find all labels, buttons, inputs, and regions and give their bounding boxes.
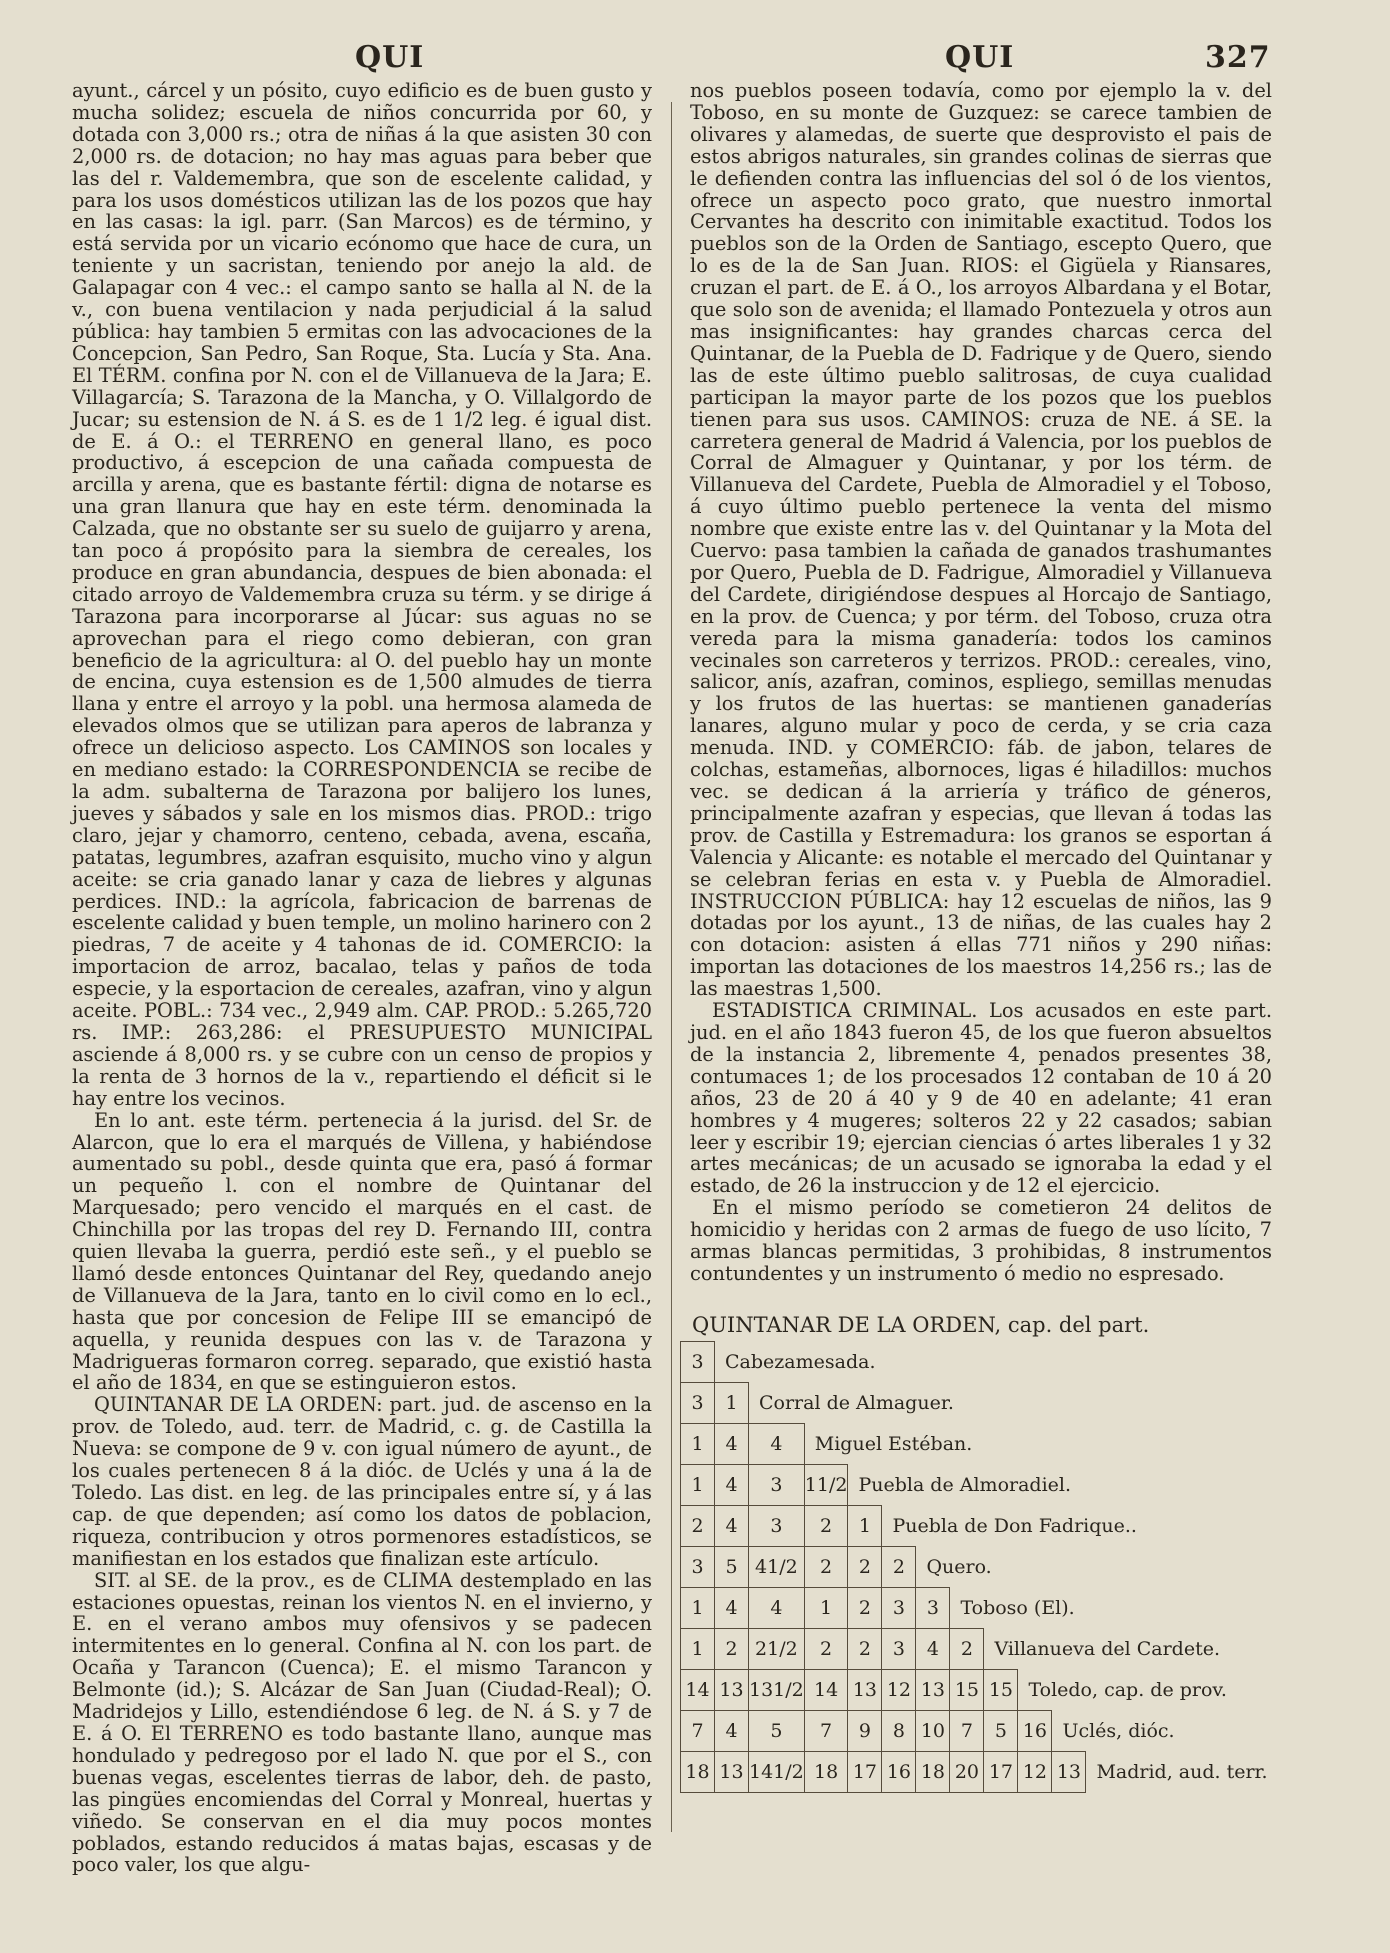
distance-cell: 11/2	[804, 1465, 848, 1506]
table-row	[681, 1588, 1268, 1629]
distance-cell: 3	[749, 1465, 805, 1506]
town-name: Puebla de Don Fadrique..	[882, 1506, 1268, 1547]
distance-cell: 5	[984, 1711, 1018, 1752]
distance-cell: 5	[715, 1547, 749, 1588]
distance-cell: 1	[681, 1629, 715, 1670]
distance-cell: 3	[882, 1629, 916, 1670]
paragraph: QUINTANAR DE LA ORDEN: part. jud. de ascenso en la prov. de Toledo, aud. terr. de Madrid, c. g. de Castilla la Nueva: se compone de 9 v. con igual número de ayunt., de los cuales pertenecen 8 á la dióc. de Uclés y una á la de Toledo. Las dist. en leg. de las principales entre sí, y á las cap. de que dependen; así como los datos de poblacion, riqueza, contribucion y otros pormenores estadísticos, se manifiestan en los estados que finalizan este artículo.	[72, 1393, 652, 1570]
distance-cell: 1	[681, 1424, 715, 1465]
distance-cell: 16	[882, 1752, 916, 1793]
table-row	[681, 1629, 1268, 1670]
distance-cell: 3	[681, 1383, 715, 1424]
distance-cell: 13	[715, 1752, 749, 1793]
distance-cell: 1	[804, 1588, 848, 1629]
distance-cell: 9	[848, 1711, 882, 1752]
paragraph: En el mismo período se cometieron 24 delitos de homicidio y heridas con 2 armas de fuego de uso lícito, 7 armas blancas permitidas, 3 prohibidas, 8 instrumentos contundentes y un instrumento ó medio no espresado.	[690, 1196, 1272, 1285]
distance-cell: 2	[848, 1588, 882, 1629]
table-row	[681, 1383, 1268, 1424]
distance-cell: 3	[916, 1588, 950, 1629]
table-row	[681, 1752, 1268, 1793]
distance-cell: 7	[804, 1711, 848, 1752]
distance-cell: 2	[882, 1547, 916, 1588]
distance-cell: 8	[882, 1711, 916, 1752]
distance-cell: 12	[1018, 1752, 1052, 1793]
distance-cell: 4	[715, 1588, 749, 1629]
running-head-right: QUI	[945, 40, 1015, 75]
town-name: Toboso (El).	[950, 1588, 1268, 1629]
distance-cell: 18	[804, 1752, 848, 1793]
distance-cell: 12	[882, 1670, 916, 1711]
town-name: Villanueva del Cardete.	[984, 1629, 1268, 1670]
distance-cell: 4	[715, 1506, 749, 1547]
table-row	[681, 1670, 1268, 1711]
distance-cell: 4	[749, 1424, 805, 1465]
distance-cell: 13	[715, 1670, 749, 1711]
distance-cell: 1	[681, 1465, 715, 1506]
town-name: Miguel Estéban.	[804, 1424, 1267, 1465]
distance-cell: 3	[681, 1342, 715, 1383]
distance-cell: 7	[950, 1711, 984, 1752]
distance-cell: 3	[681, 1547, 715, 1588]
distance-grid	[680, 1341, 1268, 1793]
left-column	[72, 80, 652, 1876]
distance-cell: 1	[681, 1588, 715, 1629]
distance-cell: 1	[715, 1383, 749, 1424]
distance-cell: 2	[848, 1629, 882, 1670]
distance-cell: 2	[804, 1547, 848, 1588]
distance-cell: 2	[715, 1629, 749, 1670]
table-row	[681, 1465, 1268, 1506]
paragraph: SIT. al SE. de la prov., es de CLIMA destemplado en las estaciones opuestas, reinan los vientos N. en el invierno, y E. en el verano ambos muy ofensivos y se padecen intermitentes en lo general. Confina al N. con los part. de Ocaña y Tarancon (Cuenca); E. el mismo Tarancon y Belmonte (id.); S. Alcázar de San Juan (Ciudad-Real); O. Madridejos y Lillo, estendiéndose 6 leg. de N. á S. y 7 de E. á O. El TERRENO es todo bastante llano, aunque mas hondulado y pedregoso por el lado N. que por el S., con buenas vegas, escelentes tierras de labor, deh. de pasto, las pingües encomiendas del Corral y Monreal, huertas y viñedo. Se conservan en el dia muy pocos montes poblados, estando reducidos á matas bajas, escasas y de poco valer, los que algu-	[72, 1568, 652, 1877]
town-name: Toledo, cap. de prov.	[1018, 1670, 1268, 1711]
paragraph: En lo ant. este térm. pertenecia á la jurisd. del Sr. de Alarcon, que lo era el marqués de Villena, y habiéndose aumentado su pobl., desde quinta que era, pasó á formar un pequeño l. con el nombre de Quintanar del Marquesado; pero vencido el marqués en el cast. de Chinchilla por las tropas del rey D. Fernando III, contra quien llevaba la guerra, perdió este señ., y el pueblo se llamó desde entonces Quintanar del Rey, quedando anejo de Villanueva de la Jara, tanto en lo civil como en lo ecl., hasta que por concesion de Felipe III se emancipó de aquella, y reunida despues con las v. de Tarazona y Madrigueras formaron correg. separado, que existió hasta el año de 1834, en que se estinguieron estos.	[72, 1108, 652, 1395]
distance-cell: 4	[916, 1629, 950, 1670]
town-name: Madrid, aud. terr.	[1086, 1752, 1268, 1793]
distance-cell: 4	[749, 1588, 805, 1629]
distance-cell: 16	[1018, 1711, 1052, 1752]
distance-table	[680, 1305, 1280, 1835]
distance-cell: 41/2	[749, 1547, 805, 1588]
distance-cell: 2	[681, 1506, 715, 1547]
distance-cell: 5	[749, 1711, 805, 1752]
paragraph: ayunt., cárcel y un pósito, cuyo edificio es de buen gusto y mucha solidez; escuela de niños concurrida por 60, y dotada con 3,000 rs.; otra de niñas á la que asisten 30 con 2,000 rs. de dotacion; no hay mas aguas para beber que las del r. Valdemembra, que son de escelente calidad, y para los usos domésticos utilizan las de los pozos que hay en las casas: la igl. parr. (San Marcos) es de término, y está servida por un vicario ecónomo que hace de cura, un teniente y un sacristan, teniendo por anejo la ald. de Galapagar con 4 vec.: el campo santo se halla al N. de la v., con buena ventilacion y nada perjudicial á la salud pública: hay tambien 5 ermitas con las advocaciones de la Concepcion, San Pedro, San Roque, Sta. Lucía y Sta. Ana. El TÉRM. confina por N. con el de Villanueva de la Jara; E. Villagarcía; S. Tarazona de la Mancha, y O. Villalgordo de Jucar; su estension de N. á S. es de 1 1/2 leg. é igual dist. de E. á O.: el TERRENO en general llano, es poco productivo, á escepcion de una cañada compuesta de arcilla y arena, que es bastante fértil: digna de notarse es una gran llanura que hay en este térm. denominada la Calzada, que no obstante ser su suelo de guijarro y arena, tan poco á propósito para la siembra de cereales, los produce en gran abundancia, despues de bien abonada: el citado arroyo de Valdemembra cruza su térm. y se dirige á Tarazona para incorporarse al Júcar: sus aguas no se aprovechan para el riego como debieran, con gran beneficio de la agricultura: al O. del pueblo hay un monte de encina, cuya estension es de 1,500 almudes de tierra llana y entre el arroyo y la pobl. una hermosa alameda de elevados olmos que se utilizan para aperos de labranza y ofrece un delicioso aspecto. Los CAMINOS son locales y en mediano estado: la CORRESPONDENCIA se recibe de la adm. subalterna de Tarazona por balijero los lunes, jueves y sábados y sale en los mismos dias. PROD.: trigo claro, jejar y chamorro, centeno, cebada, avena, escaña, patatas, legumbres, azafran esquisito, mucho vino y algun aceite: se cria ganado lanar y caza de liebres y algunas perdices. IND.: la agrícola, fabricacion de barrenas de escelente calidad y buen temple, un molino harinero con 2 piedras, 7 de aceite y 4 tahonas de id. COMERCIO: la importacion de arroz, bacalao, telas y paños de toda especie, y la esportacion de cereales, azafran, vino y algun aceite. POBL.: 734 vec., 2,949 alm. CAP. PROD.: 5.265,720 rs. IMP.: 263,286: el PRESUPUESTO MUNICIPAL asciende á 8,000 rs. y se cubre con un censo de propios y la renta de 3 hornos de la v., repartiendo el déficit si le hay entre los vecinos.	[72, 79, 652, 1110]
distance-cell: 10	[916, 1711, 950, 1752]
town-name: Cabezamesada.	[715, 1342, 1268, 1383]
distance-cell: 4	[715, 1424, 749, 1465]
distance-cell: 4	[715, 1711, 749, 1752]
town-name: Quero.	[916, 1547, 1268, 1588]
right-column	[690, 80, 1272, 1285]
distance-cell: 3	[749, 1506, 805, 1547]
town-name: Puebla de Almoradiel.	[848, 1465, 1268, 1506]
distance-table-title: QUINTANAR DE LA ORDEN, cap. del part.	[692, 1313, 1150, 1337]
distance-cell: 14	[681, 1670, 715, 1711]
town-name: Corral de Almaguer.	[749, 1383, 1268, 1424]
table-row	[681, 1506, 1268, 1547]
table-row	[681, 1424, 1268, 1465]
distance-cell: 2	[804, 1629, 848, 1670]
distance-cell: 15	[950, 1670, 984, 1711]
distance-cell: 20	[950, 1752, 984, 1793]
distance-cell: 17	[984, 1752, 1018, 1793]
distance-cell: 2	[804, 1506, 848, 1547]
distance-cell: 13	[916, 1670, 950, 1711]
distance-cell: 2	[848, 1547, 882, 1588]
distance-cell: 141/2	[749, 1752, 805, 1793]
paragraph: nos pueblos poseen todavía, como por ejemplo la v. del Toboso, en su monte de Guzquez: se carece tambien de olivares y alamedas, de suerte que desprovisto el pais de estos abrigos naturales, sin grandes colinas de sierras que le defienden contra las influencias del sol ó de los vientos, ofrece un aspecto poco grato, que nuestro inmortal Cervantes ha descrito con inimitable exactitud. Todos los pueblos son de la Orden de Santiago, escepto Quero, que lo es de la de San Juan. RIOS: el Gigüela y Riansares, cruzan el part. de E. á O., los arroyos Albardana y el Botar, que solo son de avenida; el llamado Pontezuela y otros aun mas insignificantes: hay grandes charcas cerca del Quintanar, de la Puebla de D. Fadrique y de Quero, siendo las de este último pueblo salitrosas, de cuya cualidad participan la mayor parte de los pozos que los pueblos tienen para sus usos. CAMINOS: cruza de NE. á SE. la carretera general de Madrid á Valencia, por los pueblos de Corral de Almaguer y Quintanar, y por los térm. de Villanueva del Cardete, Puebla de Almoradiel y el Toboso, á cuyo último pueblo pertenece la venta del mismo nombre que existe entre las v. del Quintanar y la Mota del Cuervo: pasa tambien la cañada de ganados trashumantes por Quero, Puebla de D. Fadrigue, Almoradiel y Villanueva del Cardete, dirigiéndose despues al Horcajo de Santiago, en la prov. de Cuenca; y por térm. del Toboso, cruza otra vereda para la misma ganadería: todos los caminos vecinales son carreteros y terrizos. PROD.: cereales, vino, salicor, anís, azafran, cominos, espliego, semillas menudas y los frutos de las huertas: se mantienen ganaderías lanares, alguno mular y poco de cerda, y se cria caza menuda. IND. y COMERCIO: fáb. de jabon, telares de colchas, estameñas, albornoces, ligas é hiladillos: muchos vec. se dedican á la arriería y tráfico de géneros, principalmente azafran y especias, que llevan á todas las prov. de Castilla y Estremadura: los granos se esportan á Valencia y Alicante: es notable el mercado del Quintanar y se celebran ferias en esta v. y Puebla de Almoradiel. INSTRUCCION PÚBLICA: hay 12 escuelas de niños, las 9 dotadas por los ayunt., 13 de niñas, de las cuales hay 2 con dotacion: asisten á ellas 771 niños y 290 niñas: importan las dotaciones de los maestros 14,256 rs.; las de las maestras 1,500.	[690, 79, 1272, 1001]
distance-cell: 7	[681, 1711, 715, 1752]
table-row	[681, 1547, 1268, 1588]
town-name: Uclés, dióc.	[1052, 1711, 1268, 1752]
distance-cell: 18	[916, 1752, 950, 1793]
distance-cell: 4	[715, 1465, 749, 1506]
distance-cell: 15	[984, 1670, 1018, 1711]
distance-cell: 13	[1052, 1752, 1086, 1793]
distance-cell: 131/2	[749, 1670, 805, 1711]
distance-cell: 1	[848, 1506, 882, 1547]
table-row	[681, 1342, 1268, 1383]
distance-cell: 14	[804, 1670, 848, 1711]
distance-cell: 3	[882, 1588, 916, 1629]
distance-cell: 13	[848, 1670, 882, 1711]
paragraph: ESTADISTICA CRIMINAL. Los acusados en este part. jud. en el año 1843 fueron 45, de los que fueron absueltos de la instancia 2, libremente 4, penados presentes 38, contumaces 1; de los procesados 12 contaban de 10 á 20 años, 23 de 20 á 40 y 9 de 40 en adelante; 41 eran hombres y 4 mugeres; solteros 22 y 22 casados; sabian leer y escribir 19; ejercian ciencias ó artes liberales 1 y 32 artes mecánicas; de un acusado se ignoraba la edad y el estado, de 26 la instruccion y de 12 el ejercicio.	[690, 999, 1272, 1198]
page-number: 327	[1205, 40, 1271, 75]
distance-cell: 2	[950, 1629, 984, 1670]
distance-cell: 21/2	[749, 1629, 805, 1670]
distance-cell: 17	[848, 1752, 882, 1793]
distance-cell: 18	[681, 1752, 715, 1793]
running-head-left: QUI	[355, 40, 425, 75]
table-row	[681, 1711, 1268, 1752]
column-divider	[671, 102, 672, 1832]
